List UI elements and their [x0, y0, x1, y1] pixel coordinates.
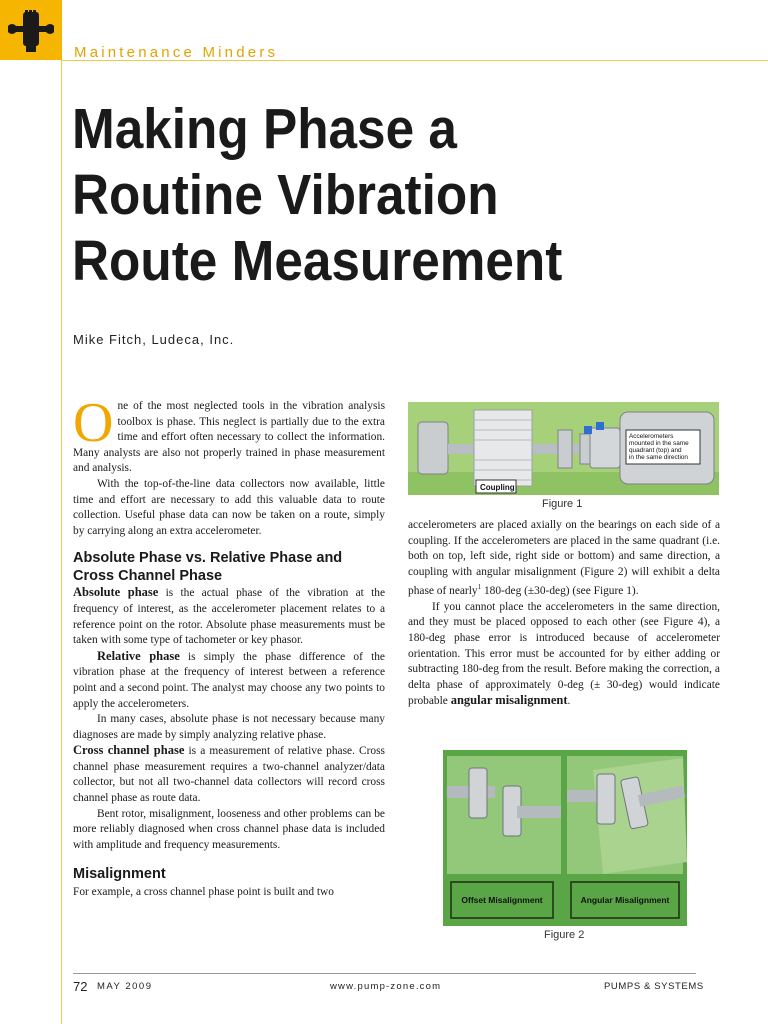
figure-1-image: [408, 402, 719, 495]
term-angular-misalignment: angular misalignment: [450, 693, 568, 708]
section-logo-box: [0, 0, 62, 60]
magazine-name: PUMPS & SYSTEMS: [604, 981, 704, 992]
drop-cap: O: [73, 392, 114, 454]
figure-1-callout: Accelerometers mounted in the same quadrant (top) and in the same direction: [629, 433, 689, 461]
term-absolute-phase: Absolute phase: [73, 585, 159, 600]
website-url: www.pump-zone.com: [330, 981, 442, 992]
term-relative-phase: Relative phase: [97, 648, 180, 663]
right-column: [408, 518, 720, 710]
footnote-marker: 1: [477, 583, 482, 592]
left-margin-rule: [61, 60, 62, 1024]
title-line-2: Routine Vibration: [72, 163, 499, 227]
paragraph: For example, a cross channel phase point is built and two: [73, 886, 334, 899]
article-title: [72, 96, 648, 294]
issue-date: MAY 2009: [97, 981, 153, 992]
figure-1-caption: Figure 1: [542, 498, 583, 510]
page-number: 72: [73, 979, 88, 994]
byline: Mike Fitch, Ludeca, Inc.: [73, 332, 235, 347]
figure-2-angular-label: Angular Misalignment: [580, 895, 670, 905]
paragraph-relative-phase: Relative phase is simply the phase difference of the vibration phase at the frequency of interest between a reference point and a second point. The analyst may choose any two points to apply the accelerometers.: [73, 648, 385, 710]
paragraph: accelerometers are placed axially on the bearings on each side of a coupling. If the accelerometers are placed in the same quadrant (i.e. both on top, left side, right side or bottom) and same direction, a coupling with angular misalignment (Figure 2) will exhibit a delta phase of nearly$^1$ 180-deg (±30-deg) (see Figure 1).: [408, 519, 720, 598]
term-cross-channel-phase: Cross channel phase: [73, 743, 185, 758]
figure-1-coupling-label: Coupling: [480, 483, 515, 492]
left-column: [73, 392, 386, 901]
paragraph: With the top-of-the-line data collectors now available, little time and effort are necessary to add this valuable data to route collection. Useful phase data can now be taken on a route, simply by carrying along an extra accelerometer.: [73, 477, 385, 537]
paragraph-intro: One of the most neglected tools in the vibration analysis toolbox is phase. This neglect is partially due to the extra time and effort often necessary to collect the information. Many analysts are also not properly trained in phase measurement and analysis.: [73, 392, 385, 475]
paragraph-angular-misalignment: If you cannot place the accelerometers in the same direction, and they must be placed opposed to each other (see Figure 4), a 180-deg phase error is introduced because of accelerometer orientation. This error must be accounted for by either adding or subtracting 180-deg from the result. Before making the correction, a delta phase of approximately 0-deg (± 30-deg) would indicate probable angular misalignment.: [408, 600, 720, 708]
section-tag: Maintenance Minders: [74, 44, 279, 61]
wrench-fist-icon: [8, 10, 54, 52]
figure-2-caption: Figure 2: [544, 929, 585, 941]
section-heading-phase: Absolute Phase vs. Relative Phase and Cross Channel Phase: [73, 550, 343, 585]
title-line-3: Route Measurement: [72, 229, 563, 293]
paragraph: Bent rotor, misalignment, looseness and other problems can be more reliably diagnosed when cross channel phase data is included with amplitude and frequency measurements.: [73, 807, 385, 851]
figure-2-image: [443, 750, 687, 926]
footer-rule: [73, 973, 696, 974]
paragraph-absolute-phase: Absolute phase is the actual phase of the vibration at the frequency of interest, as the accelerometer placement relates to a reference point on the rotor. Absolute phase measurements must be taken with some type of tachometer or key phasor.: [73, 585, 386, 647]
figure-2-offset-label: Offset Misalignment: [461, 895, 543, 905]
paragraph: In many cases, absolute phase is not necessary because many diagnoses are made by simply analyzing relative phase.: [73, 713, 385, 741]
title-line-1: Making Phase a: [72, 97, 457, 161]
section-heading-misalignment: Misalignment: [73, 866, 166, 883]
paragraph-cross-channel: Cross channel phase is a measurement of relative phase. Cross channel phase measurement requires a two-channel analyzer/data collector, but not all two-channel data collectors will record cross channel phase as route data.: [73, 743, 385, 805]
